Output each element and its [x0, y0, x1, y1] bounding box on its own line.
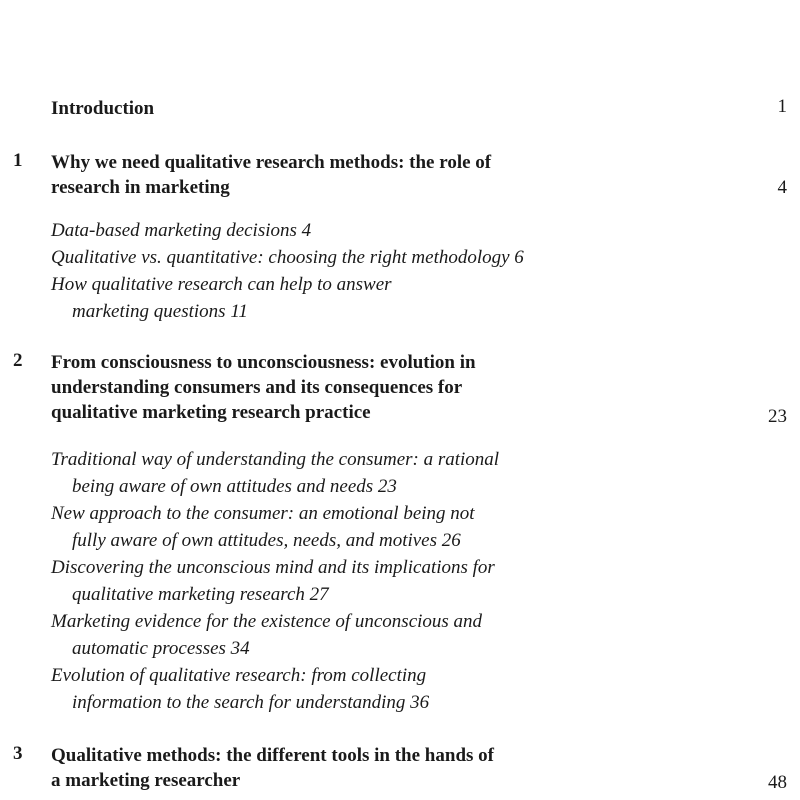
- chapter-title: [51, 350, 476, 425]
- section-entry-line: automatic processes 34: [72, 638, 250, 659]
- chapter-title-line: qualitative marketing research practice: [51, 402, 371, 423]
- section-entry: [51, 662, 499, 716]
- section-entry: [51, 500, 499, 554]
- section-entry-line: being aware of own attitudes and needs 23: [72, 476, 397, 497]
- entry-page: 1: [777, 96, 787, 117]
- chapter-title-line: understanding consumers and its consequences for: [51, 377, 463, 398]
- chapter-page: 48: [768, 772, 787, 793]
- section-entry: Qualitative vs. quantitative: choosing the right methodology 6: [51, 247, 524, 268]
- section-entry-line: Traditional way of understanding the consumer: a rational: [51, 449, 500, 470]
- chapter-page: 4: [777, 177, 787, 198]
- section-entry-line: qualitative marketing research 27: [72, 584, 329, 605]
- chapter-title-line: a marketing researcher: [51, 770, 241, 791]
- section-entry: [51, 554, 499, 608]
- section-entry-line: information to the search for understanding 36: [72, 692, 430, 713]
- chapter-title-line: From consciousness to unconsciousness: evolution in: [51, 352, 476, 373]
- entry-title: Introduction: [51, 98, 155, 119]
- section-entry-line: marketing questions 11: [72, 301, 248, 322]
- section-entry-line: fully aware of own attitudes, needs, and motives 26: [72, 530, 461, 551]
- chapter-number: 2: [13, 350, 23, 371]
- section-entry-line: Discovering the unconscious mind and its implications for: [51, 557, 495, 578]
- chapter-title-line: research in marketing: [51, 177, 230, 198]
- section-list: [51, 446, 499, 716]
- section-entry: [51, 608, 499, 662]
- section-entry-line: Evolution of qualitative research: from collecting: [51, 665, 427, 686]
- section-entry: [51, 271, 524, 325]
- section-entry-line: New approach to the consumer: an emotional being not: [51, 503, 475, 524]
- chapter-title-line: Qualitative methods: the different tools in the hands of: [51, 745, 494, 766]
- chapter-title-line: Why we need qualitative research methods: the role of: [51, 152, 492, 173]
- section-entry-line: How qualitative research can help to answer: [51, 274, 392, 295]
- section-entry: [51, 446, 499, 500]
- chapter-number: 3: [13, 743, 23, 764]
- chapter-title: [51, 743, 494, 793]
- chapter-title: [51, 150, 491, 200]
- chapter-number: 1: [13, 150, 23, 171]
- chapter-page: 23: [768, 406, 787, 427]
- section-entry: Data-based marketing decisions 4: [51, 220, 312, 241]
- section-list: [51, 217, 524, 325]
- section-entry-line: Marketing evidence for the existence of unconscious and: [51, 611, 483, 632]
